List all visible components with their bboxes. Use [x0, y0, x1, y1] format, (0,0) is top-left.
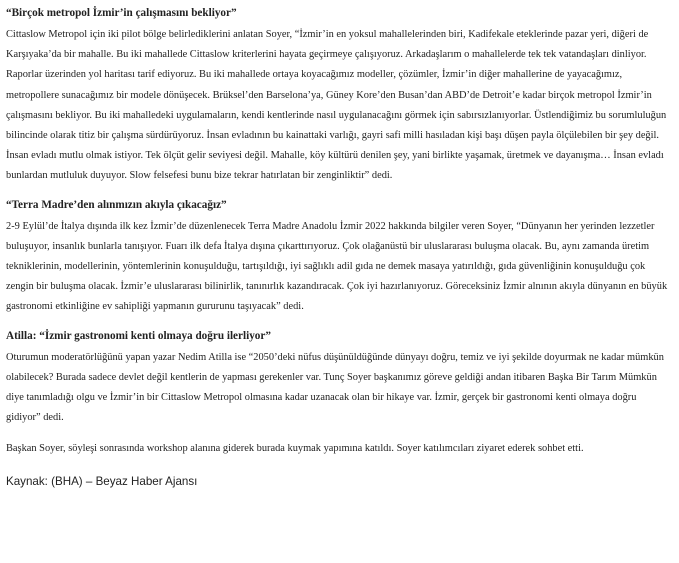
article-content: [6, 6, 670, 490]
section-paragraph: Oturumun moderatörlüğünü yapan yazar Nedim Atilla ise “2050’deki nüfus düşünüldüğünde dünyayı doğru, temiz ve iyi şekilde doyurmak ne kadar mümkün olabilecek? Burada sadece devlet değil kentlerin de yapması gerekenler var. Tunç Soyer başkanımız göreve geldiği andan itibaren Başka Bir Tarım Mümkün diye tanımladığı olgu ve İzmir’in bir Cittaslow Metropol olmasına kadar uzanacak olan bir hikaye var. İzmir, gerçek bir gastronomi kenti olmaya doğru gidiyor” dedi.: [6, 351, 664, 424]
section-closing: [6, 439, 670, 459]
section-atilla: [6, 329, 670, 429]
news-source: Kaynak: (BHA) – Beyaz Haber Ajansı: [6, 474, 198, 488]
section-paragraph: Cittaslow Metropol için iki pilot bölge belirlediklerini anlatan Soyer, “İzmir’in en yoksul mahallelerinden biri, Kadifekale eteklerinde pazar yeri, diğeri de Karşıyaka’da bir mahalle. Bu iki mahallede Cittaslow kriterlerini hayata geçirmeye çalışıyoruz. Arkadaşlarım o mahallelerde tek tek vatandaşları dinliyor. Raporlar üzerinden yol haritası tarif ediyoruz. Bu iki mahallede ortaya koyacağımız modeller, çözümler, İzmir’in diğer mahallerine de yayacağımız, metropollere sunacağımız bir modele dönüşecek. Brüksel’den Barselona’ya, Güney Kore’den Busan’dan ABD’de Detroit’e kadar birçok metropol İzmir’in çalışmasını bekliyor. Bu iki mahalledeki uygulamaların, kendi kentlerinde nasıl uygulanacağını görmek için sabırsızlanıyorlar. Üstlendiğimiz bu sorumluluğun bilincinde olarak titiz bir çalışma sürdürüyoruz. İnsan evladının bu kainattaki varlığı, gayri safi milli hasıladan kişi başı düşen payla ölçülebilen bir şey değil. İnsan evladı mutlu olmak istiyor. Tek ölçüt gelir seviyesi değil. Mahalle, köy kültürü denilen şey, yani birlikte yaşamak, üretmek ve dayanışma… İnsan evladı bunlardan mutluluk duyuyor. Slow felsefesi bunu bize tekrar hatırlatan bir zenginliktir” dedi.: [6, 29, 667, 182]
section-heading: Atilla: “İzmir gastronomi kenti olmaya doğru ilerliyor”: [6, 329, 271, 342]
section-metropol: [6, 6, 670, 187]
section-terra-madre: [6, 198, 670, 318]
section-heading: “Birçok metropol İzmir’in çalışmasını bekliyor”: [6, 7, 237, 19]
closing-paragraph: Başkan Soyer, söyleşi sonrasında workshop alanına giderek burada kuymak yapımına katıldı. Soyer katılımcıları ziyaret ederek sohbet etti.: [6, 443, 584, 455]
section-heading: “Terra Madre’den alınmızın akıyla çıkacağız”: [6, 198, 227, 211]
section-paragraph: 2-9 Eylül’de İtalya dışında ilk kez İzmir’de düzenlenecek Terra Madre Anadolu İzmir 2022 hakkında bilgiler veren Soyer, “Dünyanın her yerinden lezzetler buluşuyor, insanlık bunlarla tanışıyor. Fuarı ilk defa İtalya dışına çıkarttırıyoruz. Çok olağanüstü bir uluslararası buluşma olacak. Bu, aynı zamanda üretim tekniklerinin, modellerinin, yöntemlerinin konuşulduğu, tartışıldığı, iyi sağlıklı adil gıda ne demek masaya yatırıldığı, gıda güvenliğinin konuşulduğu çok zengin bir buluşma olacak. İzmir’e uluslararası bilinirlik, tanınırlık kazandıracak. Çok iyi hazırlanıyoruz. Göreceksiniz İzmir alnının akıyla dünyanın en büyük gastronomi etkinliğine ev sahipliği yapmanın gururunu taşıyacak” dedi.: [6, 220, 668, 313]
